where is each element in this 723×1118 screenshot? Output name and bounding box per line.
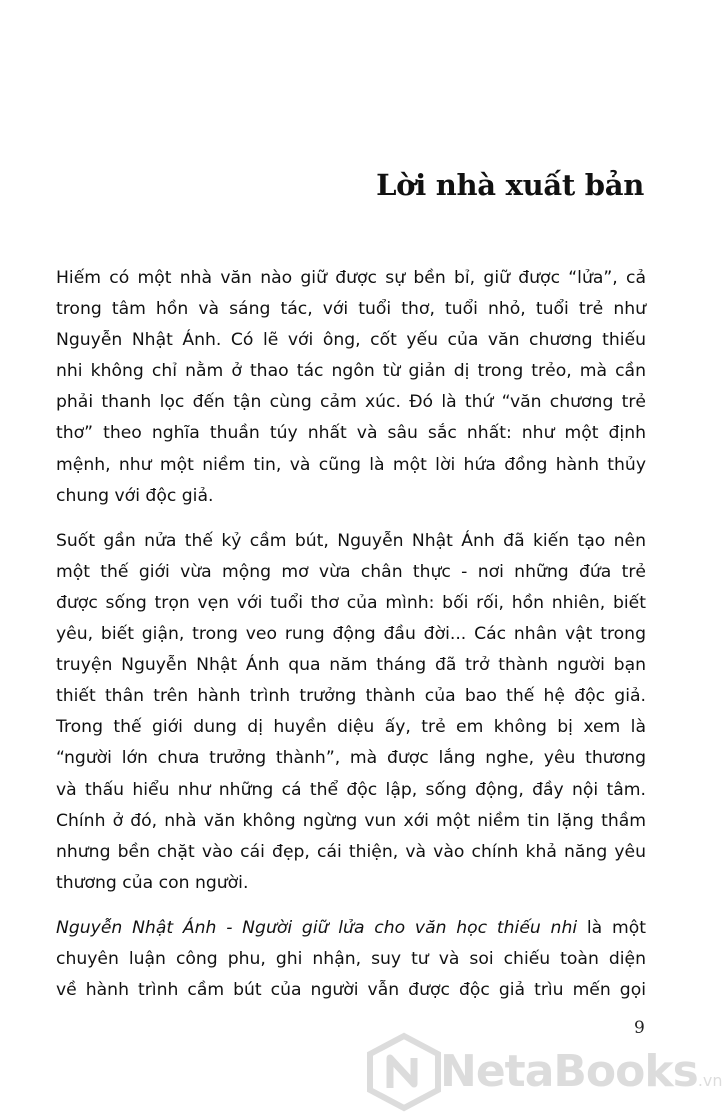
text-run: là một — [577, 917, 646, 938]
text-line: phải thanh lọc đến tận cùng cảm xúc. Đó là thứ “văn chương trẻ — [56, 392, 646, 413]
watermark-text — [440, 1046, 723, 1097]
watermark-brand: NetaBooks — [440, 1046, 698, 1097]
text-line: Chính ở đó, nhà văn không ngừng vun xới một niềm tin lặng thầm — [56, 810, 646, 831]
paragraph-2 — [56, 526, 646, 899]
text-line-mixed — [56, 913, 646, 944]
text-line: chuyên luận công phu, ghi nhận, suy tư và soi chiếu toàn diện — [56, 948, 646, 969]
body-text — [56, 263, 646, 1006]
paragraph-spacer — [56, 899, 646, 913]
paragraph-spacer — [56, 512, 646, 526]
book-title-italic: Nguyễn Nhật Ánh - Người giữ lửa cho văn học thiếu nhi — [56, 917, 578, 938]
paragraph-1 — [56, 263, 646, 512]
text-line: yêu, biết giận, trong veo rung động đầu đời... Các nhân vật trong — [56, 624, 646, 645]
text-line: nhi không chỉ nằm ở thao tác ngôn từ giản dị trong trẻo, mà cần — [56, 361, 646, 382]
watermark-suffix: .vn — [697, 1071, 723, 1090]
text-line: thiết thân trên hành trình trưởng thành của bao thế hệ độc giả. — [56, 686, 646, 707]
page-number: 9 — [634, 1018, 645, 1038]
text-line: được sống trọn vẹn với tuổi thơ của mình: bối rối, hồn nhiên, biết — [56, 592, 646, 613]
text-line: chung với độc giả. — [56, 485, 214, 506]
text-line: mệnh, như một niềm tin, và cũng là một lời hứa đồng hành thủy — [56, 454, 646, 475]
text-line: thương của con người. — [56, 872, 249, 893]
page-title: Lời nhà xuất bản — [376, 168, 644, 202]
text-line: Trong thế giới dung dị huyền diệu ấy, trẻ em không bị xem là — [56, 717, 646, 738]
text-line: trong tâm hồn và sáng tác, với tuổi thơ, tuổi nhỏ, tuổi trẻ như — [56, 299, 646, 320]
paragraph-3 — [56, 913, 646, 1006]
text-line: Hiếm có một nhà văn nào giữ được sự bền bỉ, giữ được “lửa”, cả — [56, 268, 646, 288]
text-line: và thấu hiểu như những cá thể độc lập, sống động, đầy nội tâm. — [56, 779, 646, 800]
text-line: Suốt gần nửa thế kỷ cầm bút, Nguyễn Nhật Ánh đã kiến tạo nên — [56, 530, 646, 551]
text-line: Nguyễn Nhật Ánh. Có lẽ với ông, cốt yếu của văn chương thiếu — [56, 330, 646, 351]
text-line: truyện Nguyễn Nhật Ánh qua năm tháng đã trở thành người bạn — [56, 655, 646, 676]
text-line: nhưng bền chặt vào cái đẹp, cái thiện, và vào chính khả năng yêu — [56, 841, 646, 862]
text-line: “người lớn chưa trưởng thành”, mà được lắng nghe, yêu thương — [56, 748, 646, 769]
text-line: về hành trình cầm bút của người vẫn được độc giả trìu mến gọi — [56, 980, 646, 1001]
text-line: một thế giới vừa mộng mơ vừa chân thực - nơi những đứa trẻ — [56, 561, 646, 582]
netabooks-logo-icon — [366, 1032, 442, 1112]
watermark — [366, 1032, 723, 1112]
text-line: thơ” theo nghĩa thuần túy nhất và sâu sắc nhất: như một định — [56, 423, 646, 444]
